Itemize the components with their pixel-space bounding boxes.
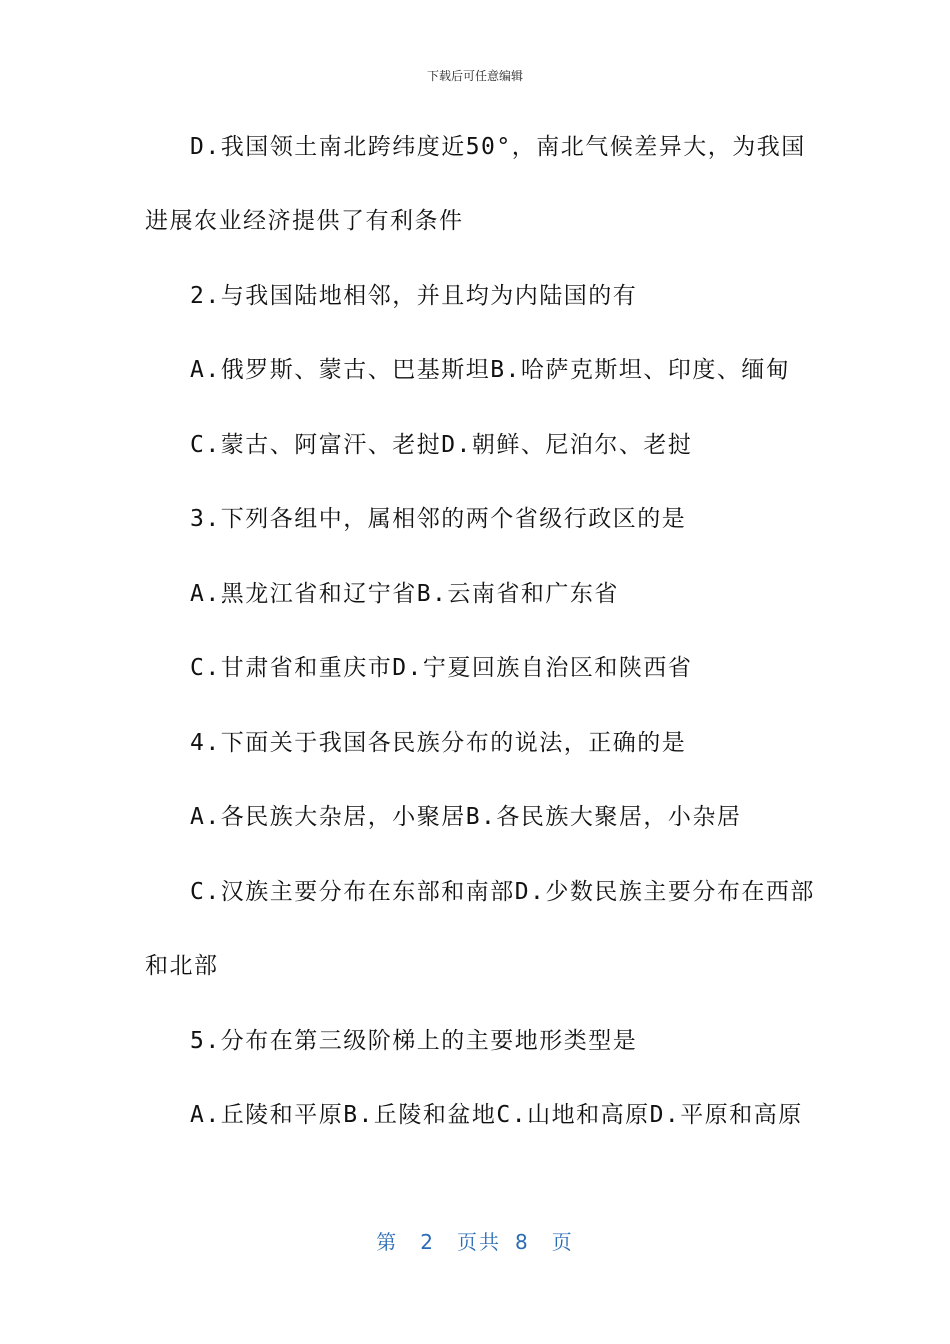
question-3: 3.下列各组中，属相邻的两个省级行政区的是 [190, 506, 687, 532]
footer-prefix: 第 [376, 1230, 399, 1254]
question-5: 5.分布在第三级阶梯上的主要地形类型是 [190, 1028, 638, 1054]
text-line: 进展农业经济提供了有利条件 [145, 208, 464, 234]
text-line: 和北部 [145, 953, 219, 979]
option-line: A.各民族大杂居，小聚居B.各民族大聚居，小杂居 [190, 804, 742, 830]
text-line: D.我国领土南北跨纬度近50°，南北气候差异大，为我国 [190, 134, 806, 160]
footer-middle: 页共 [457, 1230, 501, 1254]
footer-current-page: 2 [420, 1230, 435, 1254]
option-line: C.汉族主要分布在东部和南部D.少数民族主要分布在西部 [190, 879, 815, 905]
option-line: A.丘陵和平原B.丘陵和盆地C.山地和高原D.平原和高原 [190, 1102, 803, 1128]
footer-suffix: 页 [551, 1230, 574, 1254]
page-header-note: 下载后可任意编辑 [426, 69, 523, 83]
option-line: A.俄罗斯、蒙古、巴基斯坦B.哈萨克斯坦、印度、缅甸 [190, 357, 791, 383]
option-line: C.蒙古、阿富汗、老挝D.朝鲜、尼泊尔、老挝 [190, 432, 693, 458]
question-4: 4.下面关于我国各民族分布的说法，正确的是 [190, 730, 687, 756]
question-2: 2.与我国陆地相邻，并且均为内陆国的有 [190, 283, 638, 309]
footer-total-pages: 8 [515, 1230, 530, 1254]
option-line: A.黑龙江省和辽宁省B.云南省和广东省 [190, 581, 619, 607]
option-line: C.甘肃省和重庆市D.宁夏回族自治区和陕西省 [190, 655, 693, 681]
page-footer [0, 1226, 950, 1255]
